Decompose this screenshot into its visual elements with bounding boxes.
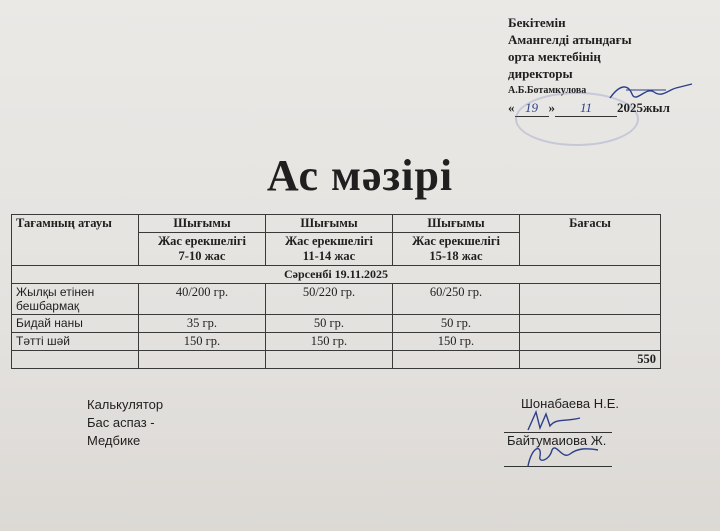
portion-cell: 150 гр. bbox=[393, 333, 520, 351]
total-row bbox=[12, 351, 661, 369]
header-output: Шығымы bbox=[266, 215, 393, 233]
portion-cell: 50 гр. bbox=[266, 315, 393, 333]
day-label: Сәрсенбі 19.11.2025 bbox=[12, 266, 661, 284]
page-title: Ас мәзірі bbox=[266, 151, 454, 200]
role-label: Бас аспаз - bbox=[87, 415, 155, 430]
cook-signature bbox=[524, 408, 584, 434]
header-output: Шығымы bbox=[139, 215, 266, 233]
portion-cell: 35 гр. bbox=[139, 315, 266, 333]
footer-roles bbox=[87, 396, 163, 450]
table-row bbox=[12, 284, 661, 315]
table-header-row bbox=[12, 215, 661, 233]
age-group bbox=[393, 233, 520, 266]
price-cell bbox=[520, 333, 661, 351]
approval-line: Бекітемін bbox=[508, 15, 566, 30]
role-label: Калькулятор bbox=[87, 397, 164, 412]
header-output: Шығымы bbox=[393, 215, 520, 233]
signer-name: Байтумаиова Ж. bbox=[507, 433, 607, 448]
empty-cell bbox=[139, 351, 266, 369]
day-row bbox=[12, 266, 661, 284]
empty-cell bbox=[12, 351, 139, 369]
price-cell bbox=[520, 315, 661, 333]
age-group-label: Жас ерекшелігі bbox=[412, 234, 500, 248]
date-year: 2025жыл bbox=[617, 100, 670, 115]
total-price: 550 bbox=[520, 351, 661, 369]
approval-line: директоры bbox=[508, 66, 573, 81]
director-name: А.Б.Ботамкулова bbox=[508, 85, 587, 96]
portion-cell: 40/200 гр. bbox=[139, 284, 266, 315]
approval-line: Амангелді атындағы bbox=[508, 32, 632, 47]
date-day: 19 bbox=[515, 99, 549, 117]
age-group-label: Жас ерекшелігі bbox=[285, 234, 373, 248]
age-group-label: Жас ерекшелігі bbox=[158, 234, 246, 248]
role-label: Медбике bbox=[87, 433, 141, 448]
date-quote-close: » bbox=[548, 100, 555, 115]
approval-line: орта мектебінің bbox=[508, 49, 601, 64]
portion-cell: 50/220 гр. bbox=[266, 284, 393, 315]
portion-cell: 150 гр. bbox=[139, 333, 266, 351]
age-group bbox=[139, 233, 266, 266]
signature-line bbox=[504, 466, 612, 467]
price-cell bbox=[520, 284, 661, 315]
menu-table bbox=[11, 214, 661, 369]
director-signature bbox=[606, 78, 696, 106]
date-quote-open: « bbox=[508, 100, 515, 115]
age-group-range: 15-18 жас bbox=[429, 249, 483, 263]
date-month: 11 bbox=[555, 99, 617, 117]
table-row bbox=[12, 315, 661, 333]
dish-name: Жылқы етінен бешбармақ bbox=[12, 284, 139, 315]
signer-name: Шонабаева Н.Е. bbox=[521, 396, 620, 411]
portion-cell: 150 гр. bbox=[266, 333, 393, 351]
age-group bbox=[266, 233, 393, 266]
dish-name: Бидай наны bbox=[12, 315, 139, 333]
empty-cell bbox=[393, 351, 520, 369]
dish-name: Тәтті шәй bbox=[12, 333, 139, 351]
portion-cell: 50 гр. bbox=[393, 315, 520, 333]
empty-cell bbox=[266, 351, 393, 369]
header-price: Бағасы bbox=[520, 215, 661, 266]
header-name: Тағамның атауы bbox=[12, 215, 139, 266]
age-group-range: 7-10 жас bbox=[178, 249, 226, 263]
age-group-range: 11-14 жас bbox=[302, 249, 356, 263]
portion-cell: 60/250 гр. bbox=[393, 284, 520, 315]
table-row bbox=[12, 333, 661, 351]
